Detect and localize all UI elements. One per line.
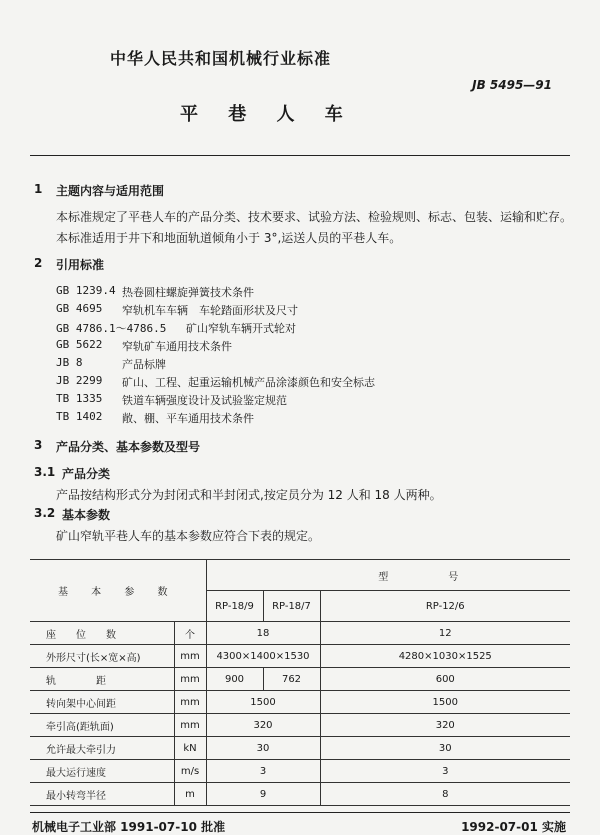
standard-organization: 中华人民共和国机械行业标准 <box>110 49 332 68</box>
section-3-2-number: 3.2 <box>34 506 56 520</box>
row-value-18: 30 <box>206 737 320 760</box>
row-value-18: 1500 <box>206 691 320 714</box>
header-divider <box>30 155 570 156</box>
section-3-title: 产品分类、基本参数及型号 <box>56 440 201 454</box>
row-value-18: 4300×1400×1530 <box>206 645 320 668</box>
ref-title: 矿山、工程、起重运输机械产品涂漆颜色和安全标志 <box>122 376 375 389</box>
row-value-12: 12 <box>320 622 570 645</box>
ref-code: GB 5622 <box>56 338 103 351</box>
row-value-rp-18-9: 900 <box>206 668 263 691</box>
section-3-1-paragraph: 产品按结构形式分为封闭式和半封闭式,按定员分为 12 人和 18 人两种。 <box>56 488 442 502</box>
document-title: 平 巷 人 车 <box>180 104 355 125</box>
section-1-number: 1 <box>34 182 43 196</box>
section-3-2-paragraph: 矿山窄轨平巷人车的基本参数应符合下表的规定。 <box>56 529 321 543</box>
row-unit: 个 <box>174 622 206 645</box>
section-2-number: 2 <box>34 256 43 270</box>
ref-title: 铁道车辆强度设计及试验鉴定规范 <box>122 394 287 407</box>
table-header-row <box>30 560 570 591</box>
section-3-1-number: 3.1 <box>34 465 56 479</box>
model-rp-18-9: RP-18/9 <box>206 591 263 622</box>
header-basic-parameters: 基 本 参 数 <box>30 560 206 622</box>
model-rp-12-6: RP-12/6 <box>320 591 570 622</box>
row-label: 转向架中心间距 <box>30 691 174 714</box>
section-1-paragraph-2: 本标准适用于井下和地面轨道倾角小于 3°,运送人员的平巷人车。 <box>56 231 402 245</box>
ref-title: 产品标牌 <box>122 358 166 371</box>
ref-code: TB 1402 <box>56 410 103 423</box>
ref-title: 窄轨机车车辆 车轮踏面形状及尺寸 <box>122 304 298 317</box>
row-unit: mm <box>174 714 206 737</box>
row-value-12: 320 <box>320 714 570 737</box>
table-row <box>30 783 570 806</box>
approval-info: 机械电子工业部 1991-07-10 批准 <box>32 820 226 834</box>
section-3-2-title: 基本参数 <box>62 508 111 522</box>
ref-code: JB 8 <box>56 356 83 369</box>
table-row <box>30 622 570 645</box>
standard-code: JB 5495—91 <box>472 78 552 92</box>
row-value-12: 3 <box>320 760 570 783</box>
section-1-title: 主题内容与适用范围 <box>56 184 165 198</box>
ref-title: 矿山窄轨车辆开式轮对 <box>186 322 296 335</box>
row-value-18: 9 <box>206 783 320 806</box>
row-unit: mm <box>174 691 206 714</box>
row-unit: m/s <box>174 760 206 783</box>
row-label: 轨 距 <box>30 668 174 691</box>
row-value-12: 1500 <box>320 691 570 714</box>
row-unit: mm <box>174 645 206 668</box>
implementation-date: 1992-07-01 实施 <box>461 820 566 834</box>
table-row <box>30 714 570 737</box>
row-value-12: 4280×1030×1525 <box>320 645 570 668</box>
ref-code: GB 4695 <box>56 302 103 315</box>
section-1-paragraph-1: 本标准规定了平巷人车的产品分类、技术要求、试验方法、检验规则、标志、包装、运输和贮存。 <box>56 210 573 224</box>
ref-code: TB 1335 <box>56 392 103 405</box>
row-label: 最小转弯半径 <box>30 783 174 806</box>
section-3-number: 3 <box>34 438 43 452</box>
ref-code: GB 1239.4 <box>56 284 116 297</box>
row-value-12: 8 <box>320 783 570 806</box>
row-label: 座 位 数 <box>30 622 174 645</box>
basic-parameters-table <box>30 559 570 806</box>
row-value-18: 3 <box>206 760 320 783</box>
row-value-18: 18 <box>206 622 320 645</box>
ref-title: 窄轨矿车通用技术条件 <box>122 340 232 353</box>
section-3-1-title: 产品分类 <box>62 467 111 481</box>
row-label: 牵引高(距轨面) <box>30 714 174 737</box>
table-row <box>30 737 570 760</box>
table-row <box>30 645 570 668</box>
row-label: 允许最大牵引力 <box>30 737 174 760</box>
table-row <box>30 691 570 714</box>
row-value-12: 30 <box>320 737 570 760</box>
header-model-char-1: 型 <box>378 571 389 583</box>
row-value-12: 600 <box>320 668 570 691</box>
ref-code: JB 2299 <box>56 374 103 387</box>
section-2-title: 引用标准 <box>56 258 105 272</box>
row-label: 最大运行速度 <box>30 760 174 783</box>
row-label: 外形尺寸(长×宽×高) <box>30 645 174 668</box>
table-row <box>30 668 570 691</box>
row-value-rp-18-7: 762 <box>263 668 320 691</box>
header-model-char-2: 号 <box>448 571 459 583</box>
row-unit: kN <box>174 737 206 760</box>
table-row <box>30 760 570 783</box>
row-value-18: 320 <box>206 714 320 737</box>
header-model <box>206 560 570 591</box>
model-rp-18-7: RP-18/7 <box>263 591 320 622</box>
ref-title: 敞、棚、平车通用技术条件 <box>122 412 254 425</box>
ref-title: 热卷圆柱螺旋弹簧技术条件 <box>122 286 254 299</box>
ref-code: GB 4786.1～4786.5 <box>56 322 167 335</box>
footer-divider <box>30 812 570 813</box>
row-unit: mm <box>174 668 206 691</box>
row-unit: m <box>174 783 206 806</box>
